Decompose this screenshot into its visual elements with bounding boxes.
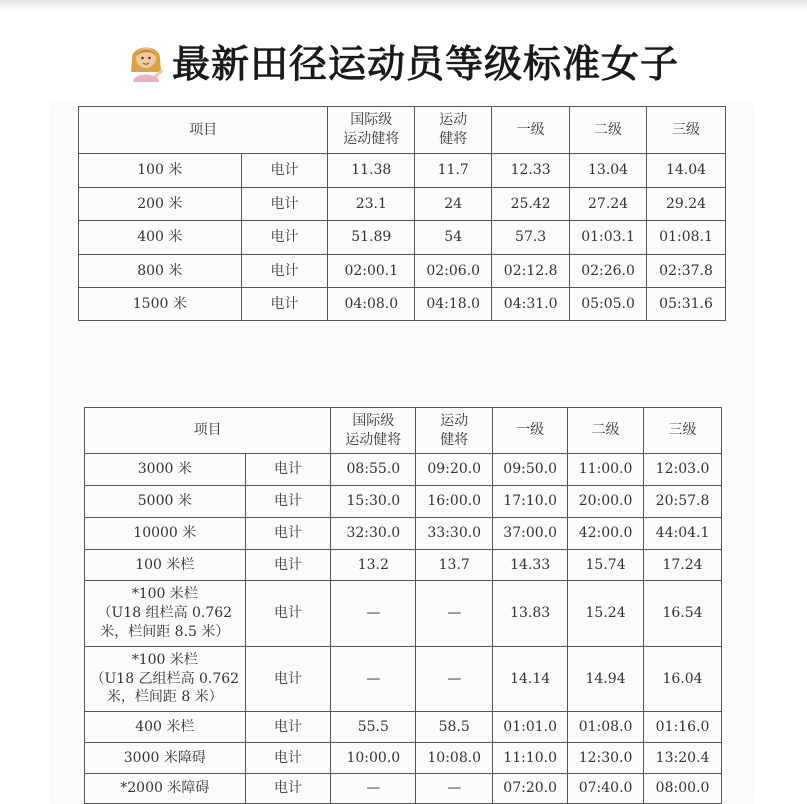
value-cell: 13.7 (416, 550, 493, 581)
value-cell: 13.83 (493, 581, 568, 647)
table-row (79, 288, 726, 321)
value-cell: 32:30.0 (331, 518, 416, 550)
value-cell: 17:10.0 (493, 486, 568, 518)
value-cell: 44:04.1 (644, 518, 722, 550)
timing-cell: 电计 (241, 188, 328, 221)
timing-cell: 电计 (245, 550, 331, 581)
event-cell: 3000 米 (85, 454, 246, 486)
event-cell: 10000 米 (85, 518, 246, 550)
value-cell: 37:00.0 (493, 518, 568, 550)
value-cell: — (416, 581, 493, 647)
value-cell: 07:40.0 (568, 774, 644, 804)
value-cell: 02:06.0 (415, 255, 492, 288)
timing-cell: 电计 (241, 221, 328, 255)
table-row (79, 221, 726, 255)
timing-cell: 电计 (245, 712, 331, 743)
table-row (79, 154, 726, 188)
value-cell: 20:57.8 (644, 486, 722, 518)
value-cell: 02:37.8 (647, 255, 726, 288)
value-cell: — (416, 774, 493, 804)
value-cell: 01:16.0 (644, 712, 722, 743)
value-cell: 02:12.8 (492, 255, 570, 288)
table-row (85, 647, 722, 712)
value-cell: 16.04 (644, 647, 722, 712)
event-cell: 1500 米 (79, 288, 242, 321)
value-cell: 29.24 (647, 188, 726, 221)
header-item-cell: 项目 (85, 408, 331, 454)
value-cell: — (331, 647, 416, 712)
timing-cell: 电计 (245, 647, 331, 712)
table-row (85, 550, 722, 581)
timing-cell: 电计 (245, 581, 331, 647)
value-cell: 13.04 (570, 154, 647, 188)
event-cell: *100 米栏 （U18 组栏高 0.762 米，栏间距 8.5 米） (85, 581, 246, 647)
top-shadow-bar (0, 0, 807, 12)
table-header-row (85, 408, 722, 454)
event-cell: 200 米 (79, 188, 242, 221)
value-cell: 11:10.0 (493, 743, 568, 774)
event-cell: 400 米 (79, 221, 242, 255)
value-cell: 15.24 (568, 581, 644, 647)
header-level-cell: 一级 (493, 408, 568, 454)
value-cell: 02:26.0 (570, 255, 647, 288)
table1-body (79, 107, 726, 321)
timing-cell: 电计 (245, 774, 331, 804)
event-cell: *100 米栏 （U18 乙组栏高 0.762 米，栏间距 8 米） (85, 647, 246, 712)
value-cell: 05:31.6 (647, 288, 726, 321)
woman-tipping-hand-emoji-icon (128, 38, 164, 82)
value-cell: 27.24 (570, 188, 647, 221)
value-cell: 08:55.0 (331, 454, 416, 486)
table-row (85, 712, 722, 743)
value-cell: 01:08.1 (647, 221, 726, 255)
value-cell: 01:08.0 (568, 712, 644, 743)
value-cell: 25.42 (492, 188, 570, 221)
value-cell: 12:03.0 (644, 454, 722, 486)
value-cell: — (331, 774, 416, 804)
header-item-cell: 项目 (79, 107, 328, 154)
value-cell: 16:00.0 (416, 486, 493, 518)
value-cell: 14.33 (493, 550, 568, 581)
timing-cell: 电计 (241, 255, 328, 288)
value-cell: 33:30.0 (416, 518, 493, 550)
table2-body (85, 408, 722, 804)
value-cell: 16.54 (644, 581, 722, 647)
value-cell: 04:08.0 (328, 288, 415, 321)
value-cell: 11.38 (328, 154, 415, 188)
timing-cell: 电计 (245, 454, 331, 486)
value-cell: 58.5 (416, 712, 493, 743)
value-cell: 04:18.0 (415, 288, 492, 321)
page-title: 最新田径运动员等级标准女子 (171, 41, 679, 86)
table-row (85, 518, 722, 550)
header-level-cell: 三级 (644, 408, 722, 454)
value-cell: 14.04 (647, 154, 726, 188)
value-cell: 13.2 (331, 550, 416, 581)
value-cell: — (331, 581, 416, 647)
timing-cell: 电计 (245, 486, 331, 518)
event-cell: *2000 米障碍 (85, 774, 246, 804)
value-cell: 01:03.1 (570, 221, 647, 255)
timing-cell: 电计 (241, 288, 328, 321)
table-row (85, 486, 722, 518)
table-row (79, 255, 726, 288)
value-cell: 09:50.0 (493, 454, 568, 486)
header-level-cell: 运动 健将 (416, 408, 493, 454)
header-level-cell: 一级 (492, 107, 570, 154)
value-cell: 04:31.0 (492, 288, 570, 321)
header-level-cell: 运动 健将 (415, 107, 492, 154)
value-cell: 15:30.0 (331, 486, 416, 518)
table-row (85, 743, 722, 774)
value-cell: 07:20.0 (493, 774, 568, 804)
value-cell: 54 (415, 221, 492, 255)
value-cell: 24 (415, 188, 492, 221)
value-cell: 20:00.0 (568, 486, 644, 518)
event-cell: 400 米栏 (85, 712, 246, 743)
value-cell: 10:00.0 (331, 743, 416, 774)
value-cell: 51.89 (328, 221, 415, 255)
value-cell: 12:30.0 (568, 743, 644, 774)
value-cell: 11:00.0 (568, 454, 644, 486)
value-cell: 15.74 (568, 550, 644, 581)
value-cell: 55.5 (331, 712, 416, 743)
table-row (79, 188, 726, 221)
event-cell: 100 米栏 (85, 550, 246, 581)
value-cell: 57.3 (492, 221, 570, 255)
value-cell: 13:20.4 (644, 743, 722, 774)
event-cell: 800 米 (79, 255, 242, 288)
value-cell: 01:01.0 (493, 712, 568, 743)
value-cell: 12.33 (492, 154, 570, 188)
value-cell: — (416, 647, 493, 712)
header-level-cell: 国际级 运动健将 (328, 107, 415, 154)
header-level-cell: 国际级 运动健将 (331, 408, 416, 454)
value-cell: 14.14 (493, 647, 568, 712)
table-row (85, 581, 722, 647)
value-cell: 23.1 (328, 188, 415, 221)
value-cell: 17.24 (644, 550, 722, 581)
table-row (85, 774, 722, 804)
event-cell: 3000 米障碍 (85, 743, 246, 774)
header-level-cell: 二级 (568, 408, 644, 454)
standards-table-2 (84, 407, 722, 804)
title-row (0, 30, 807, 90)
timing-cell: 电计 (245, 743, 331, 774)
value-cell: 02:00.1 (328, 255, 415, 288)
header-level-cell: 二级 (570, 107, 647, 154)
event-cell: 100 米 (79, 154, 242, 188)
event-cell: 5000 米 (85, 486, 246, 518)
value-cell: 11.7 (415, 154, 492, 188)
timing-cell: 电计 (241, 154, 328, 188)
table-header-row (79, 107, 726, 154)
timing-cell: 电计 (245, 518, 331, 550)
value-cell: 09:20.0 (416, 454, 493, 486)
value-cell: 05:05.0 (570, 288, 647, 321)
table-row (85, 454, 722, 486)
value-cell: 08:00.0 (644, 774, 722, 804)
value-cell: 42:00.0 (568, 518, 644, 550)
header-level-cell: 三级 (647, 107, 726, 154)
value-cell: 14.94 (568, 647, 644, 712)
standards-table-1 (78, 106, 726, 321)
value-cell: 10:08.0 (416, 743, 493, 774)
